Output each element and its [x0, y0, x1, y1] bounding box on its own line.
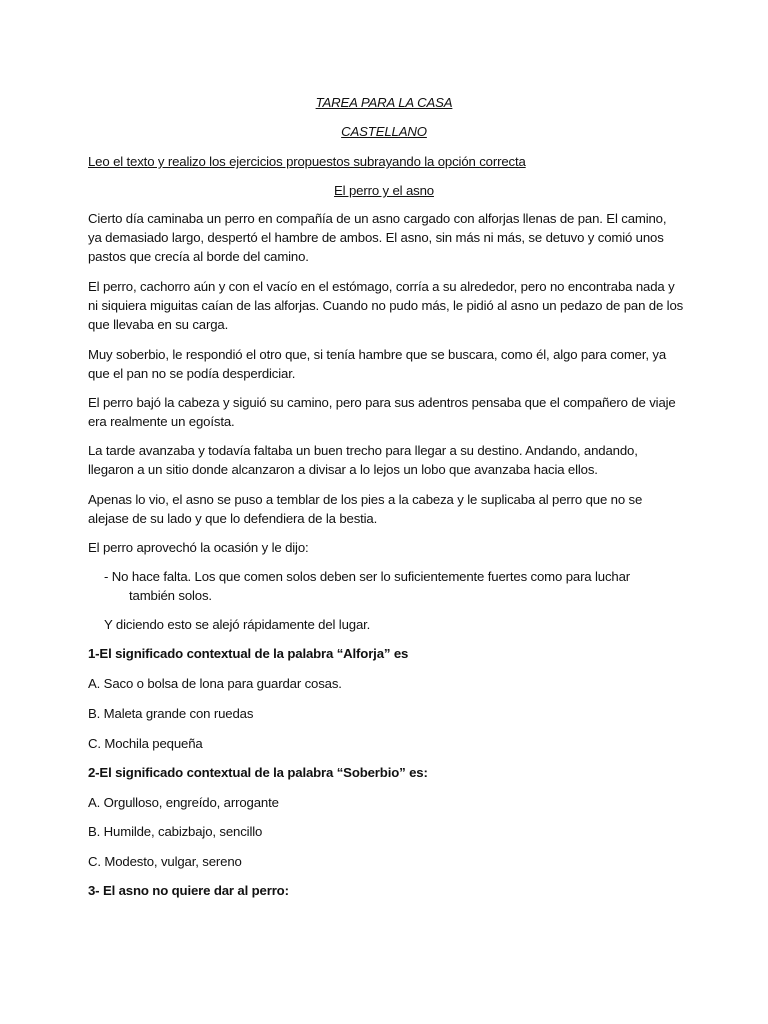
story-paragraph-6-line-2: alejase de su lado y que lo defendiera de la bestia. — [88, 511, 378, 526]
story-paragraph-6-line-1: Apenas lo vio, el asno se puso a temblar de los pies a la cabeza y le suplicaba al perro que no se — [88, 492, 643, 507]
dialogue-line-2: también solos. — [129, 588, 212, 603]
story-paragraph-3-line-1: Muy soberbio, le respondió el otro que, si tenía hambre que se buscara, como él, algo para comer, ya — [88, 347, 667, 362]
story-paragraph-3-line-2: que el pan no se podía desperdiciar. — [88, 366, 296, 381]
instruction-text: Leo el texto y realizo los ejercicios propuestos subrayando la opción correcta — [88, 154, 526, 169]
story-paragraph-5-line-2: llegaron a un sitio donde alcanzaron a divisar a lo lejos un lobo que avanzaba hacia ellos. — [88, 462, 598, 477]
question-2-option-b[interactable]: B. Humilde, cabizbajo, sencillo — [88, 824, 263, 839]
subject-title: CASTELLANO — [341, 124, 427, 139]
story-paragraph-1-line-3: pastos que crecía al borde del camino. — [88, 249, 309, 264]
question-2-option-a[interactable]: A. Orgulloso, engreído, arrogante — [88, 795, 279, 810]
page-title: TAREA PARA LA CASA — [315, 95, 453, 110]
story-paragraph-5-line-1: La tarde avanzaba y todavía faltaba un buen trecho para llegar a su destino. Andando, andando, — [88, 443, 638, 458]
story-paragraph-4-line-2: era realmente un egoísta. — [88, 414, 235, 429]
question-1-option-c[interactable]: C. Mochila pequeña — [88, 736, 203, 751]
story-paragraph-2-line-3: que llevaba en su carga. — [88, 317, 229, 332]
story-paragraph-1-line-2: ya demasiado largo, despertó el hambre de ambos. El asno, sin más ni más, se detuvo y comió unos — [88, 230, 664, 245]
story-closing: Y diciendo esto se alejó rápidamente del lugar. — [104, 617, 371, 632]
story-title: El perro y el asno — [334, 183, 434, 198]
story-paragraph-1-line-1: Cierto día caminaba un perro en compañía de un asno cargado con alforjas llenas de pan. El camino, — [88, 211, 667, 226]
story-paragraph-4-line-1: El perro bajó la cabeza y siguió su camino, pero para sus adentros pensaba que el compañero de viaje — [88, 395, 676, 410]
question-1-option-a[interactable]: A. Saco o bolsa de lona para guardar cosas. — [88, 676, 342, 691]
question-2-option-c[interactable]: C. Modesto, vulgar, sereno — [88, 854, 242, 869]
question-2-prompt: 2-El significado contextual de la palabra “Soberbio” es: — [88, 765, 428, 780]
question-3-prompt: 3- El asno no quiere dar al perro: — [88, 883, 289, 898]
question-1-option-b[interactable]: B. Maleta grande con ruedas — [88, 706, 254, 721]
story-paragraph-2-line-1: El perro, cachorro aún y con el vacío en el estómago, corría a su alrededor, pero no encontraba nada y — [88, 279, 675, 294]
question-1-prompt: 1-El significado contextual de la palabra “Alforja” es — [88, 646, 409, 661]
story-paragraph-2-line-2: ni siquiera miguitas caían de las alforjas. Cuando no pudo más, le pidió al asno un pedazo de pan de los — [88, 298, 684, 313]
dialogue-line-1: - No hace falta. Los que comen solos deben ser lo suficientemente fuertes como para luchar — [104, 569, 631, 584]
story-paragraph-7: El perro aprovechó la ocasión y le dijo: — [88, 540, 309, 555]
